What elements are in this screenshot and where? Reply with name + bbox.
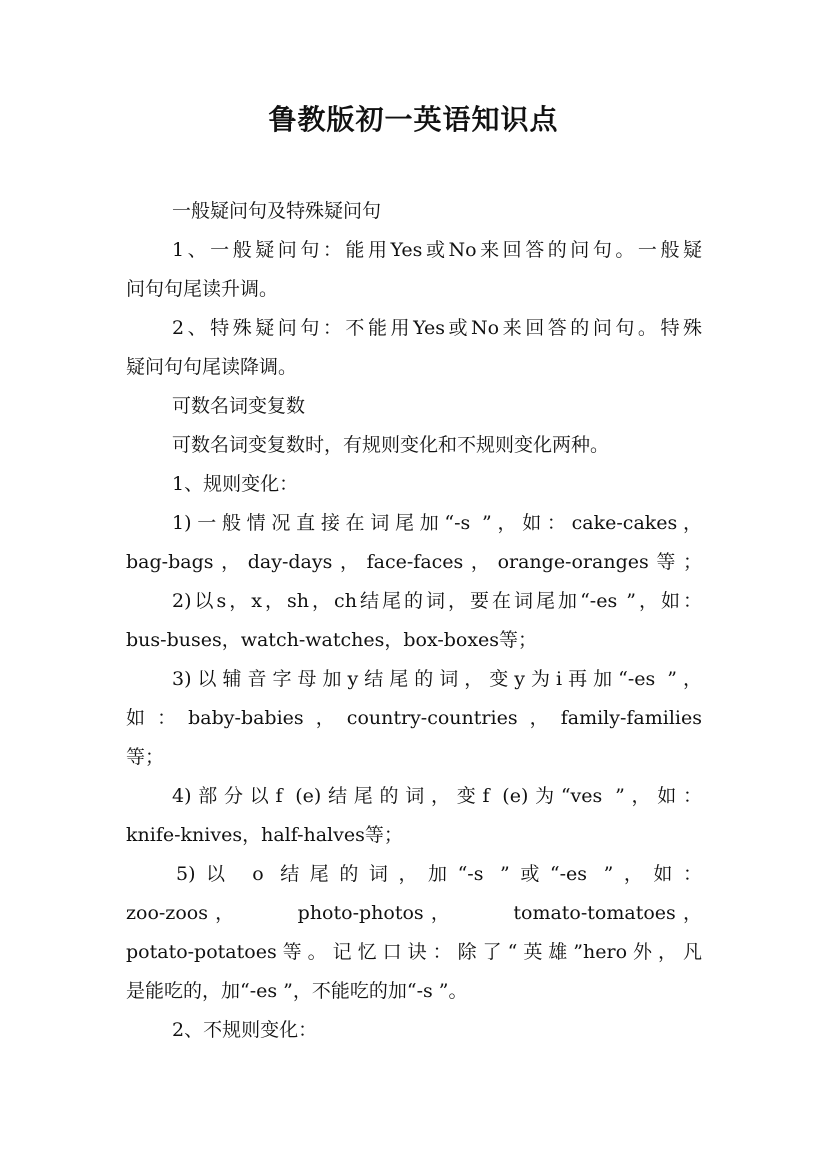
paragraph-line: 5)以 o 结尾的词，加“-s ”或“-es ”，如：	[176, 863, 702, 885]
paragraph-line: 如：baby-babies，country-countries，family-families	[126, 707, 702, 729]
paragraph-line: 疑问句句尾读降调。	[126, 356, 298, 378]
paragraph-line: 可数名词变复数	[172, 395, 306, 417]
paragraph-line: 2、特殊疑问句：不能用Yes或No来回答的问句。特殊	[172, 317, 702, 339]
paragraph-line: bag-bags，day-days，face-faces，orange-oranges等；	[126, 551, 702, 573]
paragraph-line: 2、不规则变化：	[172, 1019, 318, 1041]
paragraph-line: 可数名词变复数时，有规则变化和不规则变化两种。	[172, 434, 610, 456]
paragraph-line: knife-knives，half-halves等；	[126, 824, 403, 846]
paragraph-line: 问句句尾读升调。	[126, 278, 279, 300]
paragraph-line: potato-potatoes等。记忆口诀：除了“英雄”hero外，凡	[126, 941, 702, 963]
paragraph-line: 等；	[126, 746, 165, 768]
paragraph-line: 一般疑问句及特殊疑问句	[172, 200, 382, 222]
paragraph-line: 是能吃的，加“-es ”，不能吃的加“-s ”。	[126, 980, 468, 1002]
paragraph-line: 1、一般疑问句：能用Yes或No来回答的问句。一般疑	[172, 239, 702, 261]
paragraph-line: 4)部分以f (e)结尾的词，变f (e)为“ves ”，如：	[172, 785, 702, 807]
paragraph-line: 2)以s，x，sh，ch结尾的词，要在词尾加“-es ”，如：	[172, 590, 702, 612]
paragraph-line: bus-buses，watch-watches，box-boxes等；	[126, 629, 538, 651]
paragraph-line: 3)以辅音字母加y结尾的词，变y为i再加“-es ”，	[172, 668, 702, 690]
paragraph-line: 1、规则变化：	[172, 473, 299, 495]
paragraph-line: 1)一般情况直接在词尾加“-s ”，如：cake-cakes，	[172, 512, 702, 534]
paragraph-line: zoo-zoos， photo-photos， tomato-tomatoes，	[126, 902, 702, 924]
document-title: 鲁教版初一英语知识点	[268, 103, 559, 136]
